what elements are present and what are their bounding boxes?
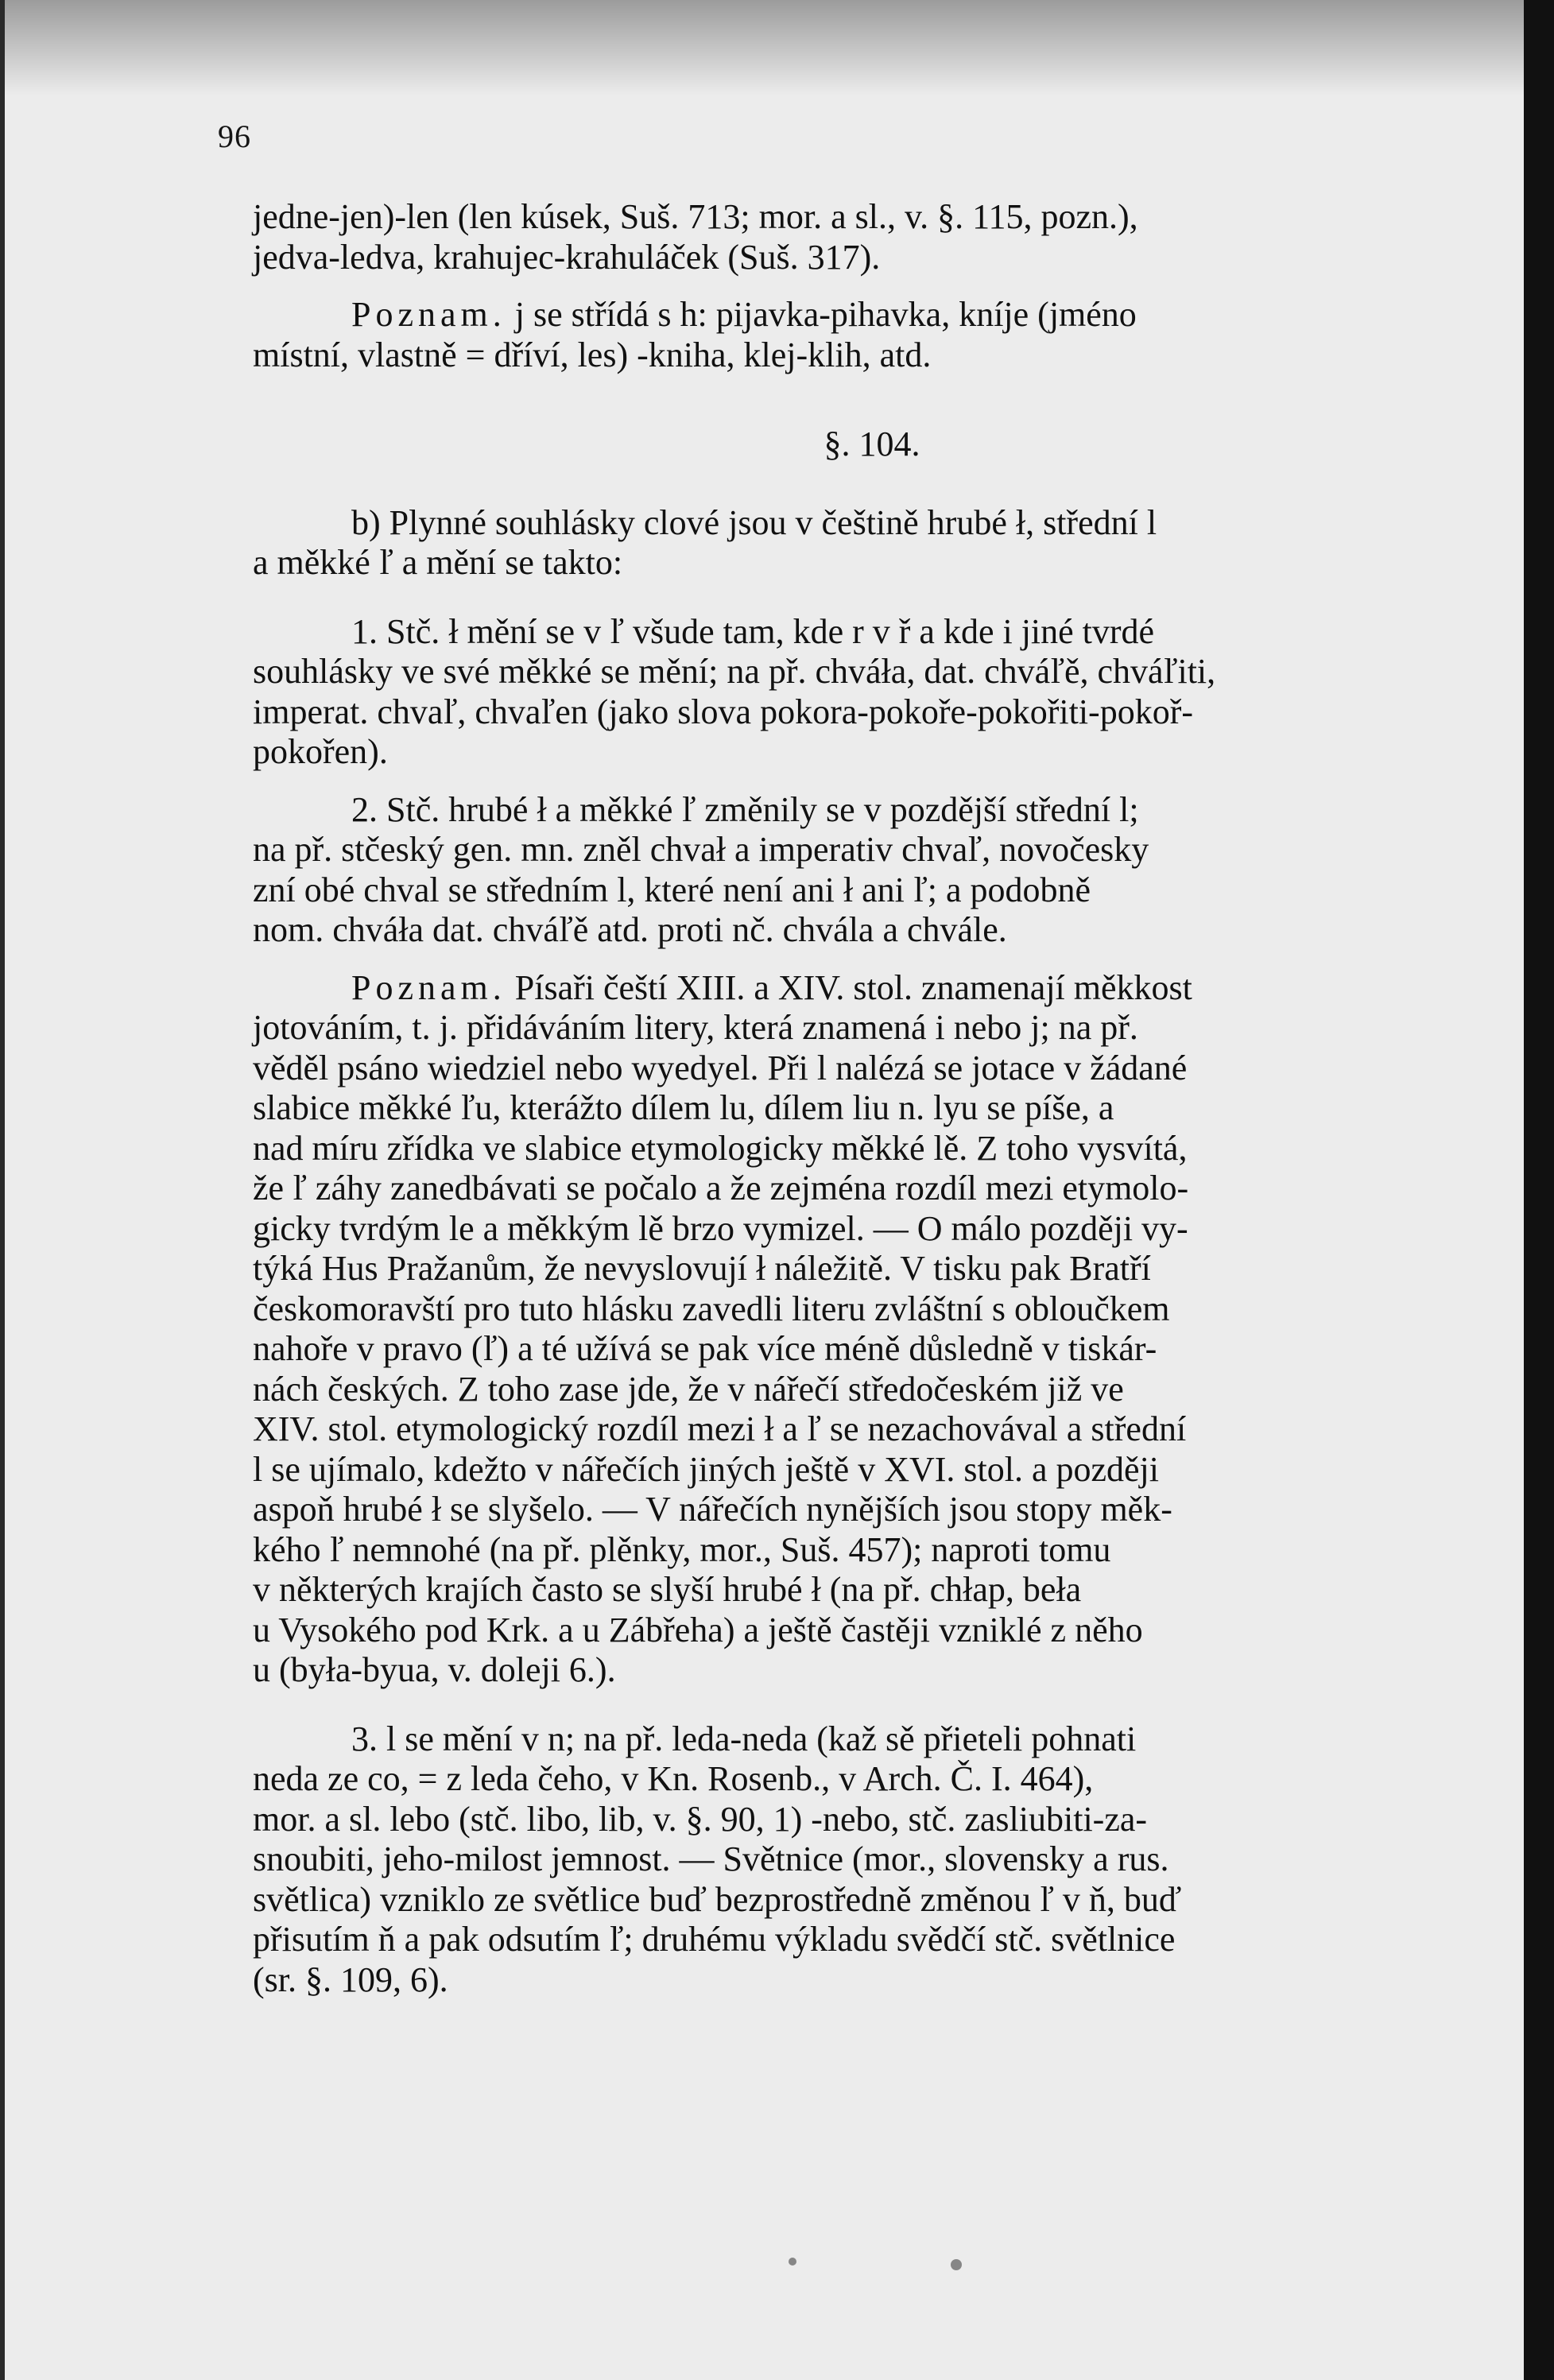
page-number: 96 <box>218 118 251 154</box>
note-text: Písaři čeští XIII. a XIV. stol. znamenají měkkost <box>514 967 1192 1007</box>
paragraph-line: imperat. chvaľ, chvaľen (jako slova pokora-pokoře-pokořiti-pokoř- <box>253 692 1194 731</box>
note-line: jotováním, t. j. přidáváním litery, která znamená i nebo j; na př. <box>253 1008 1138 1047</box>
section-heading: §. 104. <box>824 424 920 463</box>
note-line: XIV. stol. etymologický rozdíl mezi ł a ľ se nezachovával a střední <box>253 1409 1187 1448</box>
paragraph-line: 1. Stč. ł mění se v ľ všude tam, kde r v ř a kde i jiné tvrdé <box>351 611 1155 651</box>
note-text: j se střídá s h: pijavka-pihavka, kníje (jméno <box>514 295 1137 334</box>
paragraph-line: světlica) vzniklo ze světlice buď bezprostředně změnou ľ v ň, buď <box>253 1879 1182 1919</box>
note-line: českomoravští pro tuto hlásku zavedli literu zvláštní s obloučkem <box>253 1289 1170 1328</box>
note-line <box>253 295 1428 335</box>
ink-spot <box>789 2258 796 2266</box>
note-line: kého ľ nemnohé (na př. plěnky, mor., Suš. 457); naproti tomu <box>253 1529 1111 1569</box>
note-line: nahoře v pravo (ľ) a té užívá se pak více méně důsledně v tiskár- <box>253 1329 1157 1368</box>
paragraph-line: 2. Stč. hrubé ł a měkké ľ změnily se v pozdější střední l; <box>351 789 1139 829</box>
note-line: že ľ záhy zanedbávati se počalo a že zejména rozdíl mezi etymolo- <box>253 1169 1189 1207</box>
note-line: u Vysokého pod Krk. a u Zábřeha) a ještě častěji vzniklé z něho <box>253 1610 1143 1649</box>
paragraph-line: nom. chváła dat. chváľě atd. proti nč. chvála a chvále. <box>253 910 1007 949</box>
note-label: Poznam. <box>351 967 506 1007</box>
paragraph-line: zní obé chval se středním l, které není ani ł ani ľ; a podobně <box>253 870 1091 909</box>
paragraph-line: a měkké ľ a mění se takto: <box>253 543 623 582</box>
note-line: v některých krajích často se slyší hrubé ł (na př. chłap, beła <box>253 1570 1082 1609</box>
paragraph-line: souhlásky ve své měkké se mění; na př. chváła, dat. chváľě, chváľiti, <box>253 652 1216 691</box>
note-line: gicky tvrdým le a měkkým lě brzo vymizel. — O málo později vy- <box>253 1208 1188 1248</box>
note-line: aspoň hrubé ł se slyšelo. — V nářečích nynějších jsou stopy měk- <box>253 1490 1172 1529</box>
paragraph-line: jedva-ledva, krahujec-krahuláček (Suš. 317). <box>253 237 881 277</box>
paragraph-line: jedne-jen)-len (len kúsek, Suš. 713; mor. a sl., v. §. 115, pozn.), <box>253 197 1138 236</box>
note-line: nách českých. Z toho zase jde, že v nářečí středočeském již ve <box>253 1369 1124 1409</box>
note-line: věděl psáno wiedziel nebo wyedyel. Při l nalézá se jotace v žádané <box>253 1048 1188 1087</box>
paragraph-line: pokořen). <box>253 732 388 771</box>
paragraph-line: (sr. §. 109, 6). <box>253 1959 448 1999</box>
paragraph-line: přisutím ň a pak odsutím ľ; druhému výkladu svědčí stč. světlnice <box>253 1920 1176 1959</box>
note-line: u (była-byua, v. doleji 6.). <box>253 1650 616 1689</box>
page-body <box>253 197 1428 2000</box>
note-line: l se ujímalo, kdežto v nářečích jiných ještě v XVI. stol. a později <box>253 1449 1160 1489</box>
ink-spot <box>951 2259 962 2270</box>
note-line: slabice měkké ľu, kterážto dílem lu, dílem liu n. lyu se píše, a <box>253 1088 1114 1127</box>
paragraph-line: b) Plynné souhlásky clové jsou v češtině hrubé ł, střední l <box>351 502 1157 542</box>
paragraph-line: mor. a sl. lebo (stč. libo, lib, v. §. 90, 1) -nebo, stč. zasliubiti-za- <box>253 1799 1148 1839</box>
paragraph-line: snoubiti, jeho-milost jemnost. — Světnice (mor., slovensky a rus. <box>253 1839 1169 1878</box>
note-line: místní, vlastně = dříví, les) -kniha, klej-klih, atd. <box>253 335 932 374</box>
note-line: nad míru zřídka ve slabice etymologicky měkké lě. Z toho vysvítá, <box>253 1128 1188 1168</box>
paragraph-line: na př. stčeský gen. mn. zněl chvał a imperativ chvaľ, novočesky <box>253 830 1149 869</box>
note-line <box>253 968 1428 1009</box>
paragraph-line: neda ze co, = z leda čeho, v Kn. Rosenb., v Arch. Č. I. 464), <box>253 1759 1094 1798</box>
note-line: týká Hus Pražanům, že nevyslovují ł náležitě. V tisku pak Bratří <box>253 1249 1151 1288</box>
paragraph-line: 3. l se mění v n; na př. leda-neda (kaž sě přieteli pohnati <box>351 1719 1137 1758</box>
note-label: Poznam. <box>351 295 506 334</box>
